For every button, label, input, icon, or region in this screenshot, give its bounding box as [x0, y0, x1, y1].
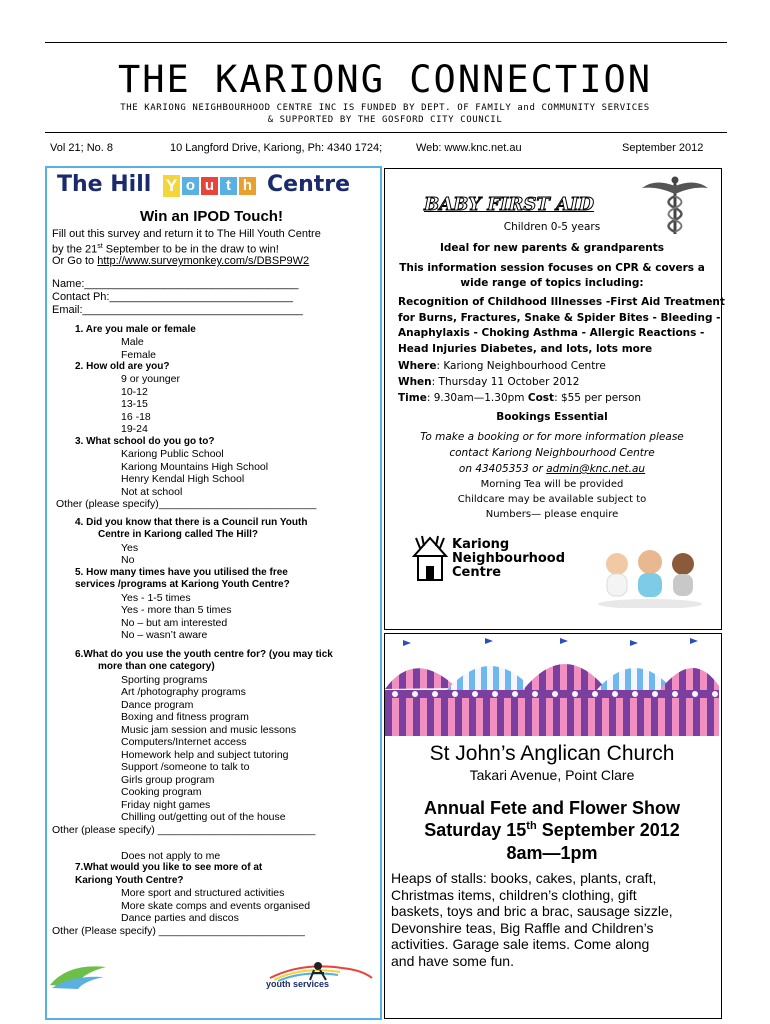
circus-tents-illustration	[385, 634, 719, 739]
q2-option[interactable]: 10-12	[121, 386, 148, 398]
question-4-line1: 4. Did you know that there is a Council run Youth	[75, 517, 308, 528]
q6-option[interactable]: Computers/Internet access	[121, 736, 247, 748]
council-logo-icon	[48, 955, 110, 991]
fete-date: Saturday 15th September 2012	[424, 820, 680, 840]
logo-suffix: Centre	[267, 172, 351, 197]
survey-intro-1: Fill out this survey and return it to The Hill Youth Centre	[52, 228, 321, 240]
question-5-line2: services /programs at Kariong Youth Centre?	[75, 579, 290, 590]
volume-number: Vol 21; No. 8	[50, 142, 113, 154]
question-7-line1: 7.What would you like to see more of at	[75, 862, 263, 873]
q6-option[interactable]: Boxing and fitness program	[121, 711, 249, 723]
q6-option[interactable]: Homework help and subject tutoring	[121, 749, 289, 761]
survey-heading: Win an IPOD Touch!	[140, 208, 283, 225]
logo-letter-o: o	[182, 177, 199, 195]
name-field[interactable]: Name:___________________________________	[52, 278, 299, 290]
q3-option[interactable]: Henry Kendal High School	[121, 473, 245, 485]
q6-option[interactable]: Cooking program	[121, 786, 202, 798]
tent-flags	[403, 638, 698, 646]
contact-phone-field[interactable]: Contact Ph:______________________________	[52, 291, 294, 303]
support-line: & SUPPORTED BY THE GOSFORD CITY COUNCIL	[267, 115, 503, 125]
event-time-cost: Time: 9.30am—1.30pm Cost: $55 per person	[398, 392, 642, 404]
topics-line-4: Head Injuries Diabetes, and lots, lots more	[398, 343, 653, 355]
church-name: St John’s Anglican Church	[429, 742, 675, 765]
focus-line-2: wide range of topics including:	[460, 277, 644, 289]
newsletter-title: THE KARIONG CONNECTION	[117, 58, 653, 101]
neighbourhood-centre-logo-text: Kariong Neighbourhood Centre	[452, 537, 566, 580]
question-1: 1. Are you male or female	[75, 324, 196, 335]
q7-other-field[interactable]: Other (Please specify) _________________________	[52, 925, 305, 937]
question-3: 3. What school do you go to?	[75, 436, 215, 447]
q2-option[interactable]: 16 -18	[121, 411, 151, 423]
q6-option[interactable]: Art /photography programs	[121, 686, 246, 698]
q6-option[interactable]: Chilling out/getting out of the house	[121, 811, 286, 823]
q5-option[interactable]: Yes - 1-5 times	[121, 592, 191, 604]
address: 10 Langford Drive, Kariong, Ph: 4340 1724;	[170, 142, 383, 154]
q2-option[interactable]: 19-24	[121, 423, 148, 435]
q5-option[interactable]: Yes - more than 5 times	[121, 604, 232, 616]
question-7-line2: Kariong Youth Centre?	[75, 875, 184, 886]
q6-option[interactable]: Music jam session and music lessons	[121, 724, 297, 736]
q7-option[interactable]: More skate comps and events organised	[121, 900, 311, 912]
q3-option[interactable]: Kariong Public School	[121, 448, 224, 460]
hill-youth-centre-logo	[57, 172, 367, 202]
topics-line-3: Anaphylaxis - Choking Asthma - Allergic Reactions -	[398, 327, 705, 339]
logo-letter-u: u	[201, 177, 218, 195]
fete-title: Annual Fete and Flower Show	[423, 798, 681, 818]
q7-option[interactable]: Dance parties and discos	[121, 912, 239, 924]
q1-option[interactable]: Female	[121, 349, 157, 361]
topics-line-2: for Burns, Fractures, Snake & Spider Bites - Bleeding -	[398, 312, 721, 324]
q6-option[interactable]: Support /someone to talk to	[121, 761, 250, 773]
youth-services-logo	[262, 960, 374, 990]
question-2: 2. How old are you?	[75, 361, 170, 372]
q6-option[interactable]: Friday night games	[121, 799, 211, 811]
q6-not-apply-option[interactable]: Does not apply to me	[121, 850, 221, 862]
youth-services-label: youth services	[266, 979, 330, 989]
logo-prefix: The Hill	[57, 172, 152, 197]
website: Web: www.knc.net.au	[416, 142, 522, 154]
q3-other-field[interactable]: Other (please specify)___________________________	[56, 498, 317, 510]
survey-link[interactable]: http://www.surveymonkey.com/s/DBSP9W2	[97, 255, 310, 267]
q5-option[interactable]: No – but am interested	[121, 617, 228, 629]
masthead-top-rule	[45, 42, 727, 43]
q2-option[interactable]: 9 or younger	[121, 373, 180, 385]
question-6-line1: 6.What do you use the youth centre for? (you may tick	[75, 649, 333, 660]
event-where: Where: Kariong Neighbourhood Centre	[398, 360, 606, 372]
survey-intro-3: Or Go to http://www.surveymonkey.com/s/DBSP9W2	[52, 255, 310, 267]
q2-option[interactable]: 13-15	[121, 398, 148, 410]
first-aid-title: BABY FIRST AID	[424, 194, 595, 215]
age-range: Children 0-5 years	[503, 221, 601, 233]
bookings-essential: Bookings Essential	[496, 411, 608, 423]
q6-option[interactable]: Dance program	[121, 699, 194, 711]
logo-letter-h: h	[239, 177, 256, 195]
childcare-note-1: Childcare may be available subject to	[457, 494, 647, 505]
q6-option[interactable]: Girls group program	[121, 774, 215, 786]
babies-photo	[595, 544, 705, 608]
booking-info-3: on 43405353 or admin@knc.net.au	[458, 463, 646, 475]
question-4-line2: Centre in Kariong called The Hill?	[98, 529, 259, 540]
masthead-bottom-rule	[45, 132, 727, 133]
q3-option[interactable]: Not at school	[121, 486, 183, 498]
target-audience: Ideal for new parents & grandparents	[440, 242, 664, 254]
q5-option[interactable]: No – wasn’t aware	[121, 629, 208, 641]
booking-email-link[interactable]: admin@knc.net.au	[546, 463, 646, 475]
booking-info-1: To make a booking or for more information please	[420, 431, 684, 443]
question-6-line2: more than one category)	[98, 661, 215, 672]
topics-line-1: Recognition of Childhood Illnesses -First Aid Treatment	[398, 296, 725, 308]
morning-tea-note: Morning Tea will be provided	[480, 479, 624, 490]
q3-option[interactable]: Kariong Mountains High School	[121, 461, 269, 473]
fete-time: 8am—1pm	[506, 843, 598, 863]
church-location: Takari Avenue, Point Clare	[469, 767, 635, 783]
q4-option[interactable]: Yes	[121, 542, 139, 554]
survey-intro-2: by the 21st September to be in the draw to win!	[52, 243, 279, 256]
issue-date: September 2012	[622, 142, 704, 154]
q6-option[interactable]: Sporting programs	[121, 674, 208, 686]
q1-option[interactable]: Male	[121, 336, 144, 348]
focus-line-1: This information session focuses on CPR & covers a	[399, 262, 705, 274]
q7-option[interactable]: More sport and structured activities	[121, 887, 285, 899]
booking-info-2: contact Kariong Neighbourhood Centre	[449, 447, 655, 459]
fete-description: Heaps of stalls: books, cakes, plants, craft, Christmas items, children’s clothing, gift baskets, toys and bric a brac, sausage sizzle, Devonshire teas, Big Raffle and Children’s activities. Garage sale items. Come along and have some fun.	[391, 870, 673, 969]
question-5-line1: 5. How many times have you utilised the free	[75, 567, 288, 578]
event-when: When: Thursday 11 October 2012	[398, 376, 580, 388]
q4-option[interactable]: No	[121, 554, 135, 566]
email-field[interactable]: Email:____________________________________	[52, 304, 303, 316]
logo-letter-y: Y	[163, 175, 180, 197]
funding-line: THE KARIONG NEIGHBOURHOOD CENTRE INC IS FUNDED BY DEPT. OF FAMILY and COMMUNITY SERVICES	[120, 103, 650, 113]
neighbourhood-house-icon	[410, 534, 450, 584]
logo-letter-t: t	[220, 177, 237, 195]
q6-other-field[interactable]: Other (please specify) ___________________________	[52, 824, 316, 836]
childcare-note-2: Numbers— please enquire	[485, 509, 619, 520]
